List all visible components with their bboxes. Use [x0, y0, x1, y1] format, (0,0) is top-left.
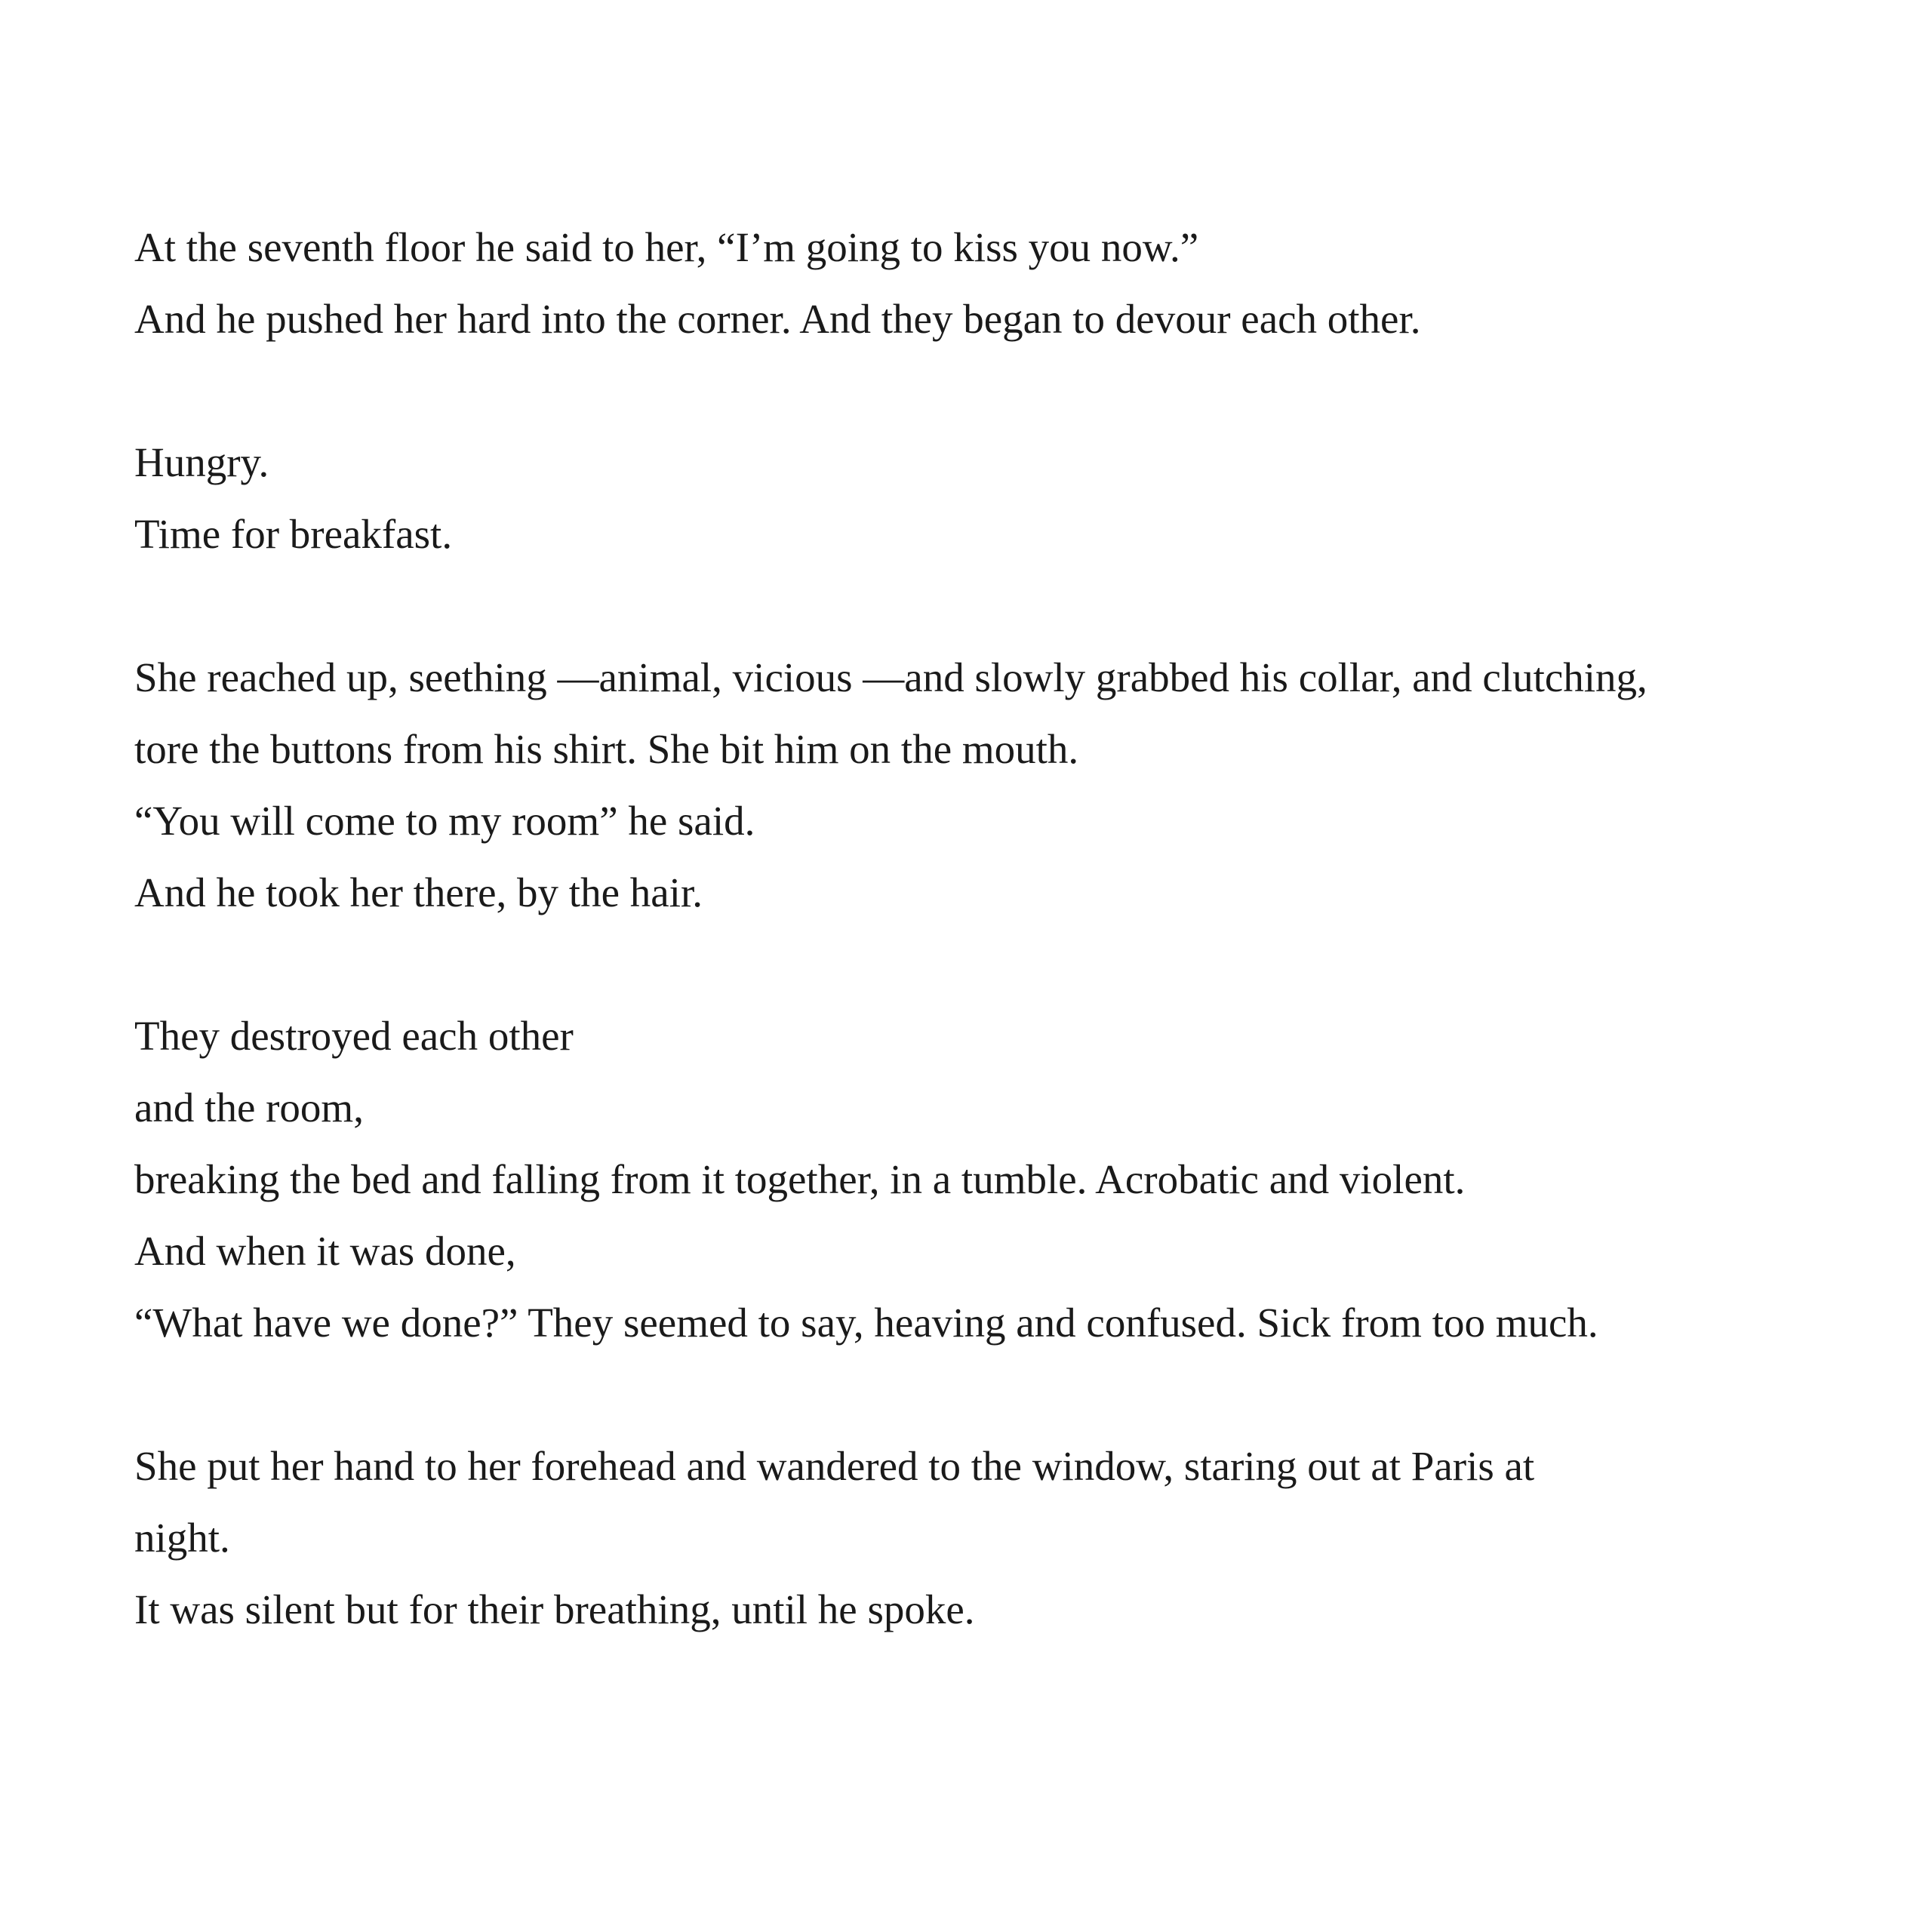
document-page	[134, 211, 1870, 1645]
text-line: She reached up, seething —animal, vicious —and slowly grabbed his collar, and clutching,	[134, 654, 1647, 700]
text-line: At the seventh floor he said to her, “I’m going to kiss you now.”	[134, 224, 1199, 270]
text-line: tore the buttons from his shirt. She bit him on the mouth.	[134, 726, 1079, 772]
text-line: And when it was done,	[134, 1228, 516, 1274]
text-line: “You will come to my room” he said.	[134, 798, 755, 844]
text-line: “What have we done?” They seemed to say, heaving and confused. Sick from too much.	[134, 1300, 1598, 1346]
text-line: And he took her there, by the hair.	[134, 869, 703, 915]
stanza-3	[134, 641, 1870, 928]
stanza-1	[134, 211, 1870, 355]
stanza-5	[134, 1430, 1870, 1645]
text-line: And he pushed her hard into the corner. And they began to devour each other.	[134, 296, 1421, 342]
text-line: and the room,	[134, 1084, 364, 1131]
stanza-4	[134, 1000, 1870, 1358]
text-line: She put her hand to her forehead and wandered to the window, staring out at Paris at	[134, 1443, 1535, 1489]
text-line: They destroyed each other	[134, 1013, 574, 1059]
text-line: It was silent but for their breathing, until he spoke.	[134, 1586, 975, 1632]
text-line: breaking the bed and falling from it together, in a tumble. Acrobatic and violent.	[134, 1156, 1466, 1202]
text-line: Time for breakfast.	[134, 511, 453, 557]
text-line: Hungry.	[134, 439, 269, 485]
stanza-2	[134, 426, 1870, 570]
text-line: night.	[134, 1515, 230, 1561]
